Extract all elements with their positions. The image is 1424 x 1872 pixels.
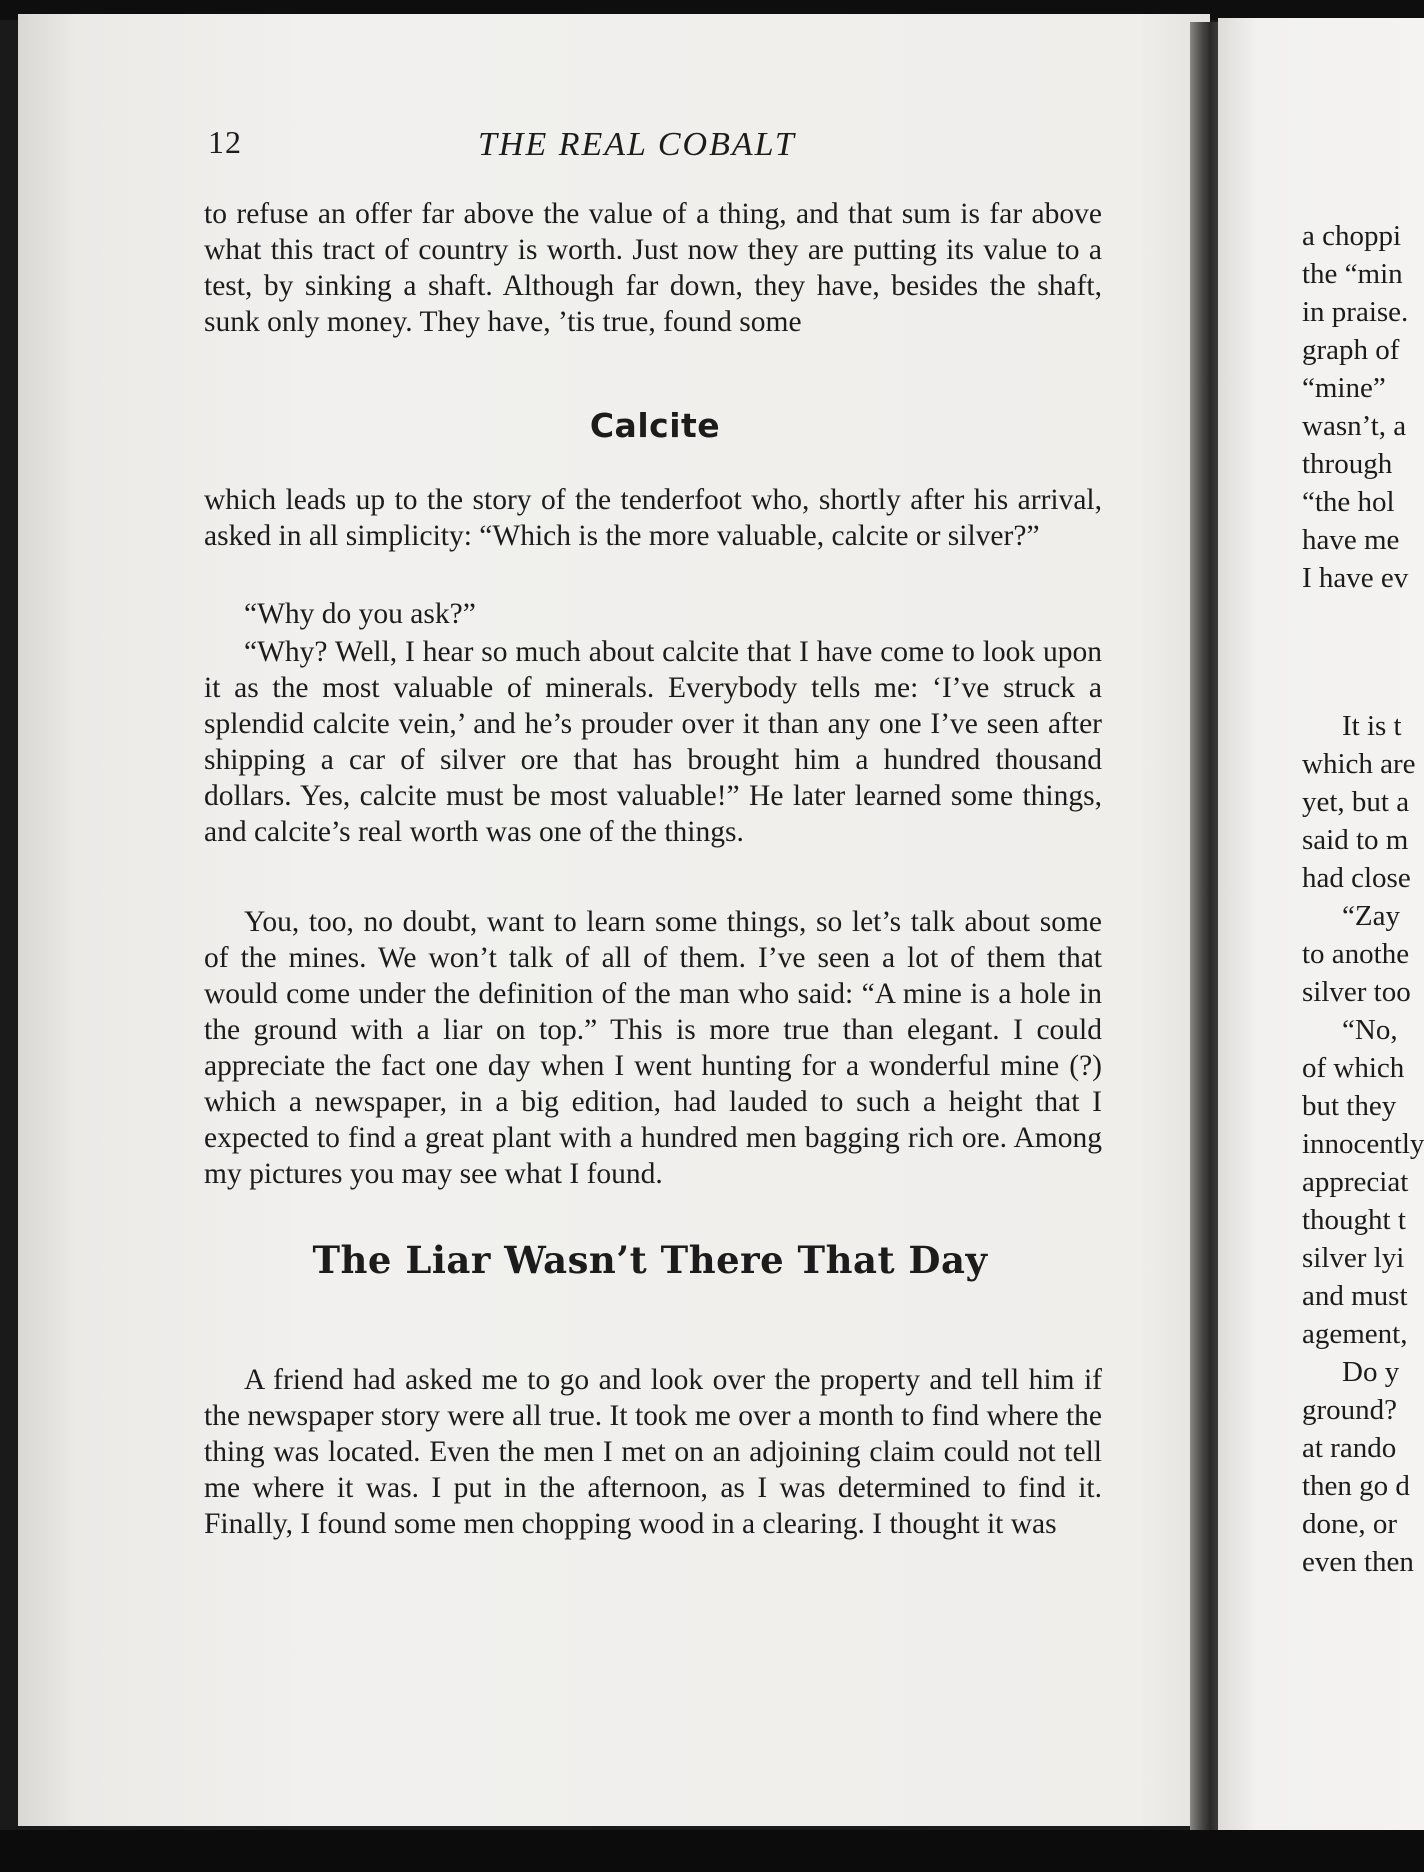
right-page-line: done, or [1302, 1508, 1398, 1540]
section-heading-calcite: Calcite [589, 406, 721, 445]
section-heading-liar: The Liar Wasn’t There That Day [312, 1238, 988, 1282]
right-page-line: I have ev [1302, 562, 1409, 594]
right-page-line: “Zay [1342, 900, 1400, 932]
right-page-line: silver lyi [1302, 1242, 1405, 1274]
right-page-line: “mine” [1302, 372, 1386, 404]
page-number: 12 [208, 124, 242, 160]
right-page-line: the “min [1302, 258, 1403, 290]
right-page-line: graph of [1302, 334, 1400, 366]
scan-border-bottom [0, 1830, 1424, 1872]
running-head: THE REAL COBALT [478, 126, 796, 163]
right-page-line: ground? [1302, 1394, 1398, 1426]
paragraph-2: which leads up to the story of the tenderfoot who, shortly after his arrival, asked in all simplicity: “Which is the more valuable, calcite or silver?” [204, 484, 1102, 552]
right-page-line: appreciat [1302, 1166, 1409, 1198]
right-page-line: at rando [1302, 1432, 1397, 1464]
right-page-line: said to m [1302, 824, 1409, 856]
right-page-line: wasn’t, a [1302, 410, 1407, 442]
right-page-line: “No, [1342, 1014, 1398, 1046]
right-page-line: “the hol [1302, 486, 1395, 518]
right-page-line: even then [1302, 1546, 1414, 1578]
right-page-line: which are [1302, 748, 1416, 780]
right-page-line: have me [1302, 524, 1400, 556]
right-page-line: through [1302, 448, 1393, 480]
right-page-line: had close [1302, 862, 1411, 894]
right-page-line: silver too [1302, 976, 1411, 1008]
right-page-line: in praise. [1302, 296, 1409, 328]
right-page-line: and must [1302, 1280, 1408, 1312]
right-page-line: but they [1302, 1090, 1397, 1122]
right-page-line: then go d [1302, 1470, 1410, 1502]
paragraph-5: You, too, no doubt, want to learn some things, so let’s talk about some of the mines. We won’t talk of all of them. I’ve seen a lot of them that would come under the definition of the man who said: “A mine is a hole in the ground with a liar on top.” This is more true than elegant. I could appreciate the fact one day when I went hunting for a wonderful mine (?) which a newspaper, in a big edition, had lauded to such a height that I expected to find a great plant with a hundred men bagging rich ore. Among my pictures you may see what I found. [204, 906, 1102, 1190]
paragraph-1: to refuse an offer far above the value of a thing, and that sum is far above what this tract of country is worth. Just now they are putting its value to a test, by sinking a shaft. Although far down, they have, besides the shaft, sunk only money. They have, ’tis true, found some [204, 198, 1102, 338]
right-page-line: innocently [1302, 1128, 1424, 1160]
paragraph-4: “Why? Well, I hear so much about calcite that I have come to look upon it as the most valuable of minerals. Everybody tells me: ‘I’ve struck a splendid calcite vein,’ and he’s prouder over it than any one I’ve seen after shipping a car of silver ore that has brought him a hundred thousand dollars. Yes, calcite must be most valuable!” He later learned some things, and calcite’s real worth was one of the things. [204, 636, 1102, 848]
right-page-line: thought t [1302, 1204, 1406, 1236]
paragraph-3: “Why do you ask?” [244, 598, 476, 630]
right-page-line: of which [1302, 1052, 1405, 1084]
right-page-line: Do y [1342, 1356, 1400, 1388]
right-page-line: to anothe [1302, 938, 1410, 970]
right-page-line: yet, but a [1302, 786, 1410, 818]
paragraph-6: A friend had asked me to go and look over the property and tell him if the newspaper story were all true. It took me over a month to find where the thing was located. Even the men I met on an adjoining claim could not tell me where it was. I put in the afternoon, as I was determined to find it. Finally, I found some men chopping wood in a clearing. I thought it was [204, 1364, 1102, 1540]
right-page-line: It is t [1342, 710, 1402, 742]
book-gutter [1190, 22, 1218, 1832]
right-page-line: a choppi [1302, 220, 1402, 252]
right-page [1218, 18, 1424, 1830]
right-page-line: agement, [1302, 1318, 1408, 1350]
